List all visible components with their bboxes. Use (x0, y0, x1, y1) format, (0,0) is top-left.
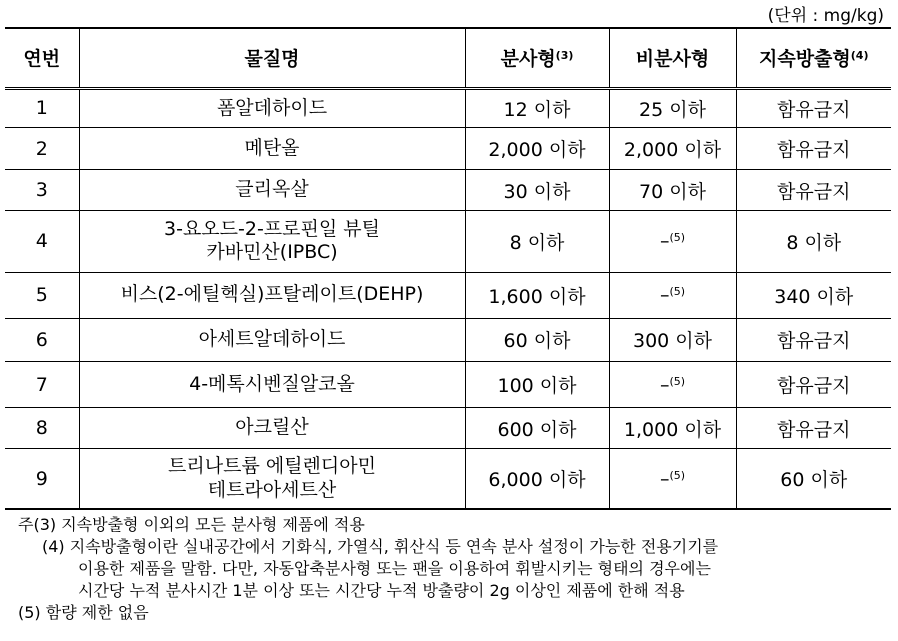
continuous-limit: 340 이하 (736, 272, 891, 318)
nonspray-limit: 25 이하 (609, 88, 736, 128)
footnote-4-line-1: (4) 지속방출형이란 실내공간에서 기화식, 가열식, 휘산식 등 연속 분사 설정이 가능한 전용기기를 (42, 537, 719, 556)
footnotes (18, 514, 718, 624)
continuous-limit: 60 이하 (736, 449, 891, 509)
table-row (5, 88, 891, 128)
table-body (5, 88, 891, 509)
footnote-ref: (5) (669, 468, 686, 482)
footnote-4-line-3: 시간당 누적 분사시간 1분 이상 또는 시간당 누적 방출량이 2g 이상인 제품에 한해 적용 (78, 581, 685, 600)
table-row (5, 170, 891, 211)
nonspray-limit: 2,000 이하 (609, 128, 736, 170)
substance-name: 아크릴산 (79, 408, 465, 449)
nonspray-limit: –$^{(5)}$ (609, 361, 736, 407)
continuous-limit: 함유금지 (736, 88, 891, 128)
substance-name: 폼알데하이드 (79, 88, 465, 128)
continuous-limit: 함유금지 (736, 408, 891, 449)
row-number: 6 (5, 318, 79, 361)
footnote-5: (5) 함량 제한 없음 (18, 603, 149, 622)
unit-label: (단위 : mg/kg) (767, 6, 884, 26)
substance-name: 4-메톡시벤질알코올 (79, 361, 465, 407)
table-row (5, 128, 891, 170)
nonspray-limit: –$^{(5)}$ (609, 211, 736, 272)
row-number: 9 (5, 449, 79, 509)
footnote-ref: (4) (850, 49, 869, 63)
header-spray: 분사형$^{(3)}$ (465, 28, 609, 88)
table-row (5, 318, 891, 361)
header-no: 연번 (5, 28, 79, 88)
row-number: 3 (5, 170, 79, 211)
spray-limit: 6,000 이하 (465, 449, 609, 509)
spray-limit: 30 이하 (465, 170, 609, 211)
continuous-limit: 함유금지 (736, 361, 891, 407)
nonspray-limit: 300 이하 (609, 318, 736, 361)
spray-limit: 60 이하 (465, 318, 609, 361)
row-number: 8 (5, 408, 79, 449)
row-number: 2 (5, 128, 79, 170)
table-row (5, 361, 891, 407)
nonspray-limit: 1,000 이하 (609, 408, 736, 449)
substance-limit-table (5, 27, 891, 510)
table-row (5, 449, 891, 509)
continuous-limit: 8 이하 (736, 211, 891, 272)
header-name: 물질명 (79, 28, 465, 88)
footnote-ref: (5) (669, 285, 686, 299)
continuous-limit: 함유금지 (736, 128, 891, 170)
nonspray-limit: 70 이하 (609, 170, 736, 211)
spray-limit: 2,000 이하 (465, 128, 609, 170)
nonspray-limit: –$^{(5)}$ (609, 272, 736, 318)
row-number: 5 (5, 272, 79, 318)
table-header-row (5, 28, 891, 88)
footnote-3: 주(3) 지속방출형 이외의 모든 분사형 제품에 적용 (18, 515, 365, 534)
spray-limit: 8 이하 (465, 211, 609, 272)
table-row (5, 408, 891, 449)
footnote-ref: (5) (669, 374, 686, 388)
substance-name: 트리나트륨 에틸렌디아민 테트라아세트산 (79, 449, 465, 509)
row-number: 4 (5, 211, 79, 272)
spray-limit: 12 이하 (465, 88, 609, 128)
substance-name: 아세트알데하이드 (79, 318, 465, 361)
spray-limit: 100 이하 (465, 361, 609, 407)
spray-limit: 600 이하 (465, 408, 609, 449)
footnote-ref: (5) (669, 231, 686, 245)
spray-limit: 1,600 이하 (465, 272, 609, 318)
footnote-4-line-2: 이용한 제품을 말함. 다만, 자동압축분사형 또는 팬을 이용하여 휘발시키는 형태의 경우에는 (78, 559, 711, 578)
row-number: 1 (5, 88, 79, 128)
substance-name: 비스(2-에틸헥실)프탈레이트(DEHP) (79, 272, 465, 318)
table-row (5, 211, 891, 272)
header-continuous: 지속방출형$^{(4)}$ (736, 28, 891, 88)
row-number: 7 (5, 361, 79, 407)
nonspray-limit: –$^{(5)}$ (609, 449, 736, 509)
substance-name: 글리옥살 (79, 170, 465, 211)
footnote-ref: (3) (555, 49, 574, 63)
header-nonspray: 비분사형 (609, 28, 736, 88)
substance-name: 3-요오드-2-프로핀일 뷰틸 카바민산(IPBC) (79, 211, 465, 272)
continuous-limit: 함유금지 (736, 170, 891, 211)
table-row (5, 272, 891, 318)
substance-name: 메탄올 (79, 128, 465, 170)
continuous-limit: 함유금지 (736, 318, 891, 361)
